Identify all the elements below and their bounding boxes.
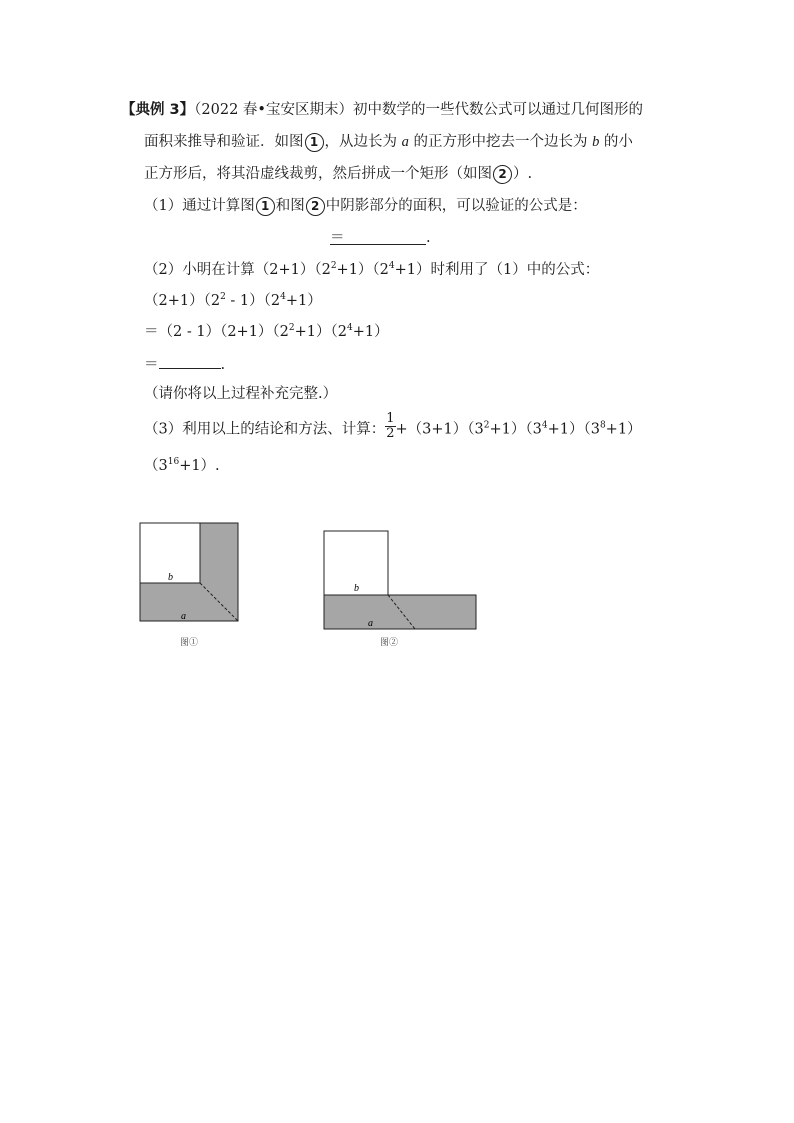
figure-1-ref: 1 [256, 197, 275, 216]
label-b: b [168, 572, 173, 583]
answer-blank-1[interactable] [330, 228, 426, 245]
question-3 [144, 411, 642, 441]
figure-2-ref: 2 [306, 197, 325, 216]
exponent: 4 [541, 420, 548, 431]
text-segment: +1）（2 [294, 324, 347, 340]
fraction-denominator: 2 [386, 426, 395, 441]
example-tag: 【典例 3】 [121, 102, 195, 118]
calc-line-3 [144, 352, 225, 375]
exponent: 4 [388, 261, 395, 272]
problem-line-3 [144, 164, 532, 184]
text-segment: +1）（3 [547, 421, 600, 438]
label-a: a [181, 611, 186, 622]
text-segment: 面积来推导和验证．如图 [144, 134, 304, 150]
calc-line-1 [144, 291, 322, 311]
exponent: 2 [483, 420, 490, 431]
shaded-rectangle [324, 595, 476, 629]
text-segment: +1）. [179, 458, 220, 474]
problem-line-1 [121, 100, 643, 120]
source-note: （2022 春•宝安区期末） [194, 102, 353, 118]
figure-1-ref: 1 [305, 133, 324, 152]
text-segment: +1） [352, 324, 389, 340]
figure-1 [130, 515, 250, 655]
label-b: b [354, 583, 359, 594]
figure-2-caption: 图② [380, 637, 399, 647]
text-segment: +（3+1）（3 [395, 421, 484, 438]
problem-line-2 [144, 132, 633, 152]
text-segment: 初中数学的一些代数公式可以通过几何图形的 [352, 102, 643, 118]
text-segment: （1）通过计算图 [144, 198, 255, 214]
text-segment: ）. [513, 166, 533, 182]
text-segment: - 1）（2 [225, 293, 281, 309]
equals-sign: ＝ [330, 230, 345, 246]
var-b: b [592, 134, 600, 150]
question-1 [144, 196, 587, 216]
text-segment: 的小 [599, 134, 633, 150]
text-segment: +1）（3 [489, 421, 542, 438]
exponent: 2 [288, 323, 295, 334]
answer-blank-2[interactable] [159, 352, 221, 369]
text-segment: +1） [605, 421, 642, 438]
text-segment: 的正方形中挖去一个边长为 [408, 134, 593, 150]
var-a: a [401, 134, 409, 150]
completion-note [144, 384, 337, 404]
question-3-cont [144, 456, 220, 476]
figure-2-ref: 2 [493, 165, 512, 184]
question-2 [144, 260, 599, 280]
fraction-one-half [385, 412, 395, 441]
text-segment: +1）时利用了（1）中的公式： [394, 262, 600, 278]
text-segment: （2+1）（2 [144, 293, 221, 309]
exponent: 2 [330, 261, 337, 272]
text-segment: ，从边长为 [324, 134, 402, 150]
calc-line-2 [144, 322, 389, 342]
exponent: 8 [599, 420, 606, 431]
exponent: 4 [280, 292, 286, 303]
text-segment: +1）（2 [336, 262, 389, 278]
text-segment: ＝（2 - 1）（2+1）（2 [144, 324, 289, 340]
text-segment: （3）利用以上的结论和方法、计算： [144, 421, 386, 438]
text-segment: 和图 [275, 198, 305, 214]
text-segment: 正方形后，将其沿虚线裁剪，然后拼成一个矩形（如图 [144, 166, 492, 182]
period: . [426, 230, 431, 246]
figure-1-caption: 图① [180, 637, 199, 647]
text-segment: （2）小明在计算（2+1）（2 [144, 262, 331, 278]
fraction-numerator: 1 [386, 411, 395, 426]
text-segment: （3 [144, 458, 168, 474]
equals-sign: ＝ [144, 357, 159, 373]
answer-line-1 [330, 228, 431, 248]
text-segment: +1） [285, 293, 322, 309]
label-a: a [368, 618, 373, 629]
exponent: 4 [347, 323, 353, 334]
text-segment: 中阴影部分的面积，可以验证的公式是： [325, 198, 587, 214]
exponent: 2 [220, 292, 226, 303]
period: . [220, 357, 226, 373]
text-segment: （请你将以上过程补充完整.） [144, 386, 338, 402]
figure-2 [318, 525, 484, 655]
exponent: 16 [167, 457, 180, 468]
